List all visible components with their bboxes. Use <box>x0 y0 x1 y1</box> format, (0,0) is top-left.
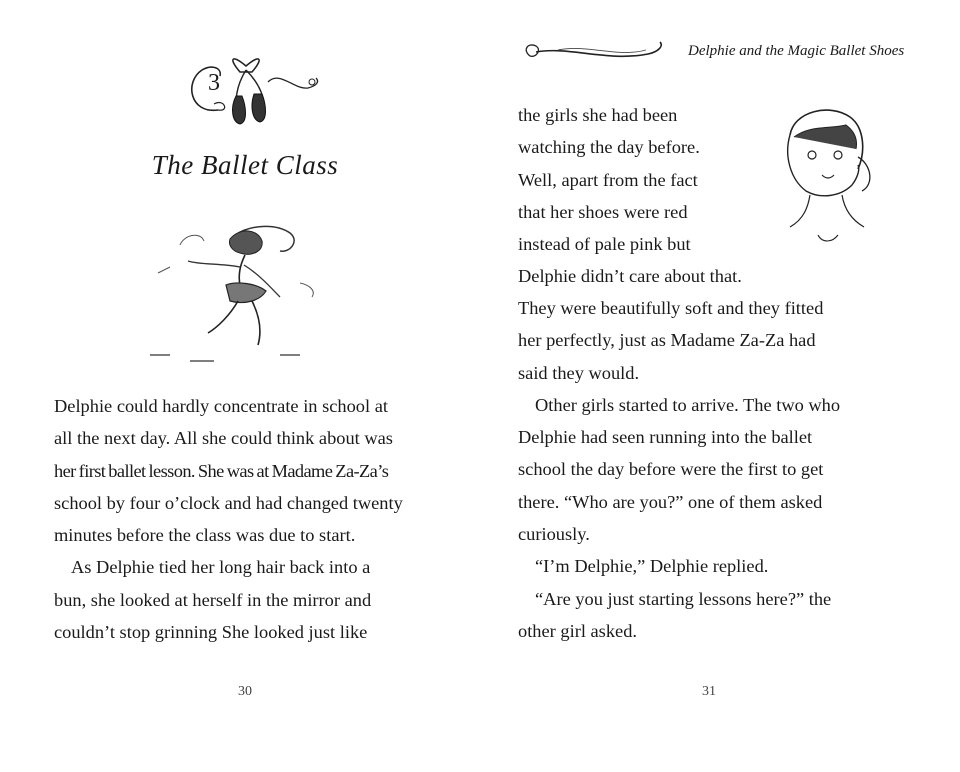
page-number-right: 31 <box>702 684 716 699</box>
dancing-girl-illustration <box>140 205 340 375</box>
text-line: Delphie could hardly concentrate in school at <box>54 396 388 416</box>
chapter-number: 3 <box>208 70 220 96</box>
text-line: her first ballet lesson. She was at Madame Za-Za’s <box>54 460 389 481</box>
text-line: said they would. <box>518 362 640 383</box>
text-line: watching the day before. <box>518 137 700 158</box>
text-line: school the day before were the first to get <box>518 459 824 480</box>
text-line: As Delphie tied her long hair back into a <box>71 557 371 578</box>
text-line: her perfectly, just as Madame Za-Za had <box>518 330 816 351</box>
ballet-shoes-chapter-ornament <box>180 52 330 132</box>
text-line: “Are you just starting lessons here?” the <box>535 588 832 609</box>
text-line: other girl asked. <box>518 620 637 641</box>
text-line: They were beautifully soft and they fitted <box>518 298 824 318</box>
text-line: bun, she looked at herself in the mirror and <box>54 589 372 610</box>
right-wrapped-text <box>518 99 908 293</box>
text-line: there. “Who are you?” one of them asked <box>518 491 823 512</box>
text-line: Delphie had seen running into the ballet <box>518 427 813 448</box>
text-line: minutes before the class was due to start. <box>54 525 356 546</box>
page-number-left: 30 <box>238 684 252 699</box>
text-line: that her shoes were red <box>518 201 688 222</box>
text-line: curiously. <box>518 524 590 545</box>
chapter-title: The Ballet Class <box>151 150 339 180</box>
text-line: “I’m Delphie,” Delphie replied. <box>535 556 769 577</box>
right-body-text <box>518 292 918 647</box>
text-line: school by four o’clock and had changed twenty <box>54 492 403 513</box>
text-line: couldn’t stop grinning She looked just like <box>54 622 368 643</box>
text-line: all the next day. All she could think about was <box>54 428 393 449</box>
text-line: Well, apart from the fact <box>518 169 698 190</box>
left-body-text <box>54 390 439 648</box>
text-line: instead of pale pink but <box>518 234 691 255</box>
running-head-title: Delphie and the Magic Ballet Shoes <box>688 43 905 59</box>
right-page <box>480 0 960 772</box>
text-line: Delphie didn’t care about that. <box>518 266 742 287</box>
swirl-ornament <box>518 36 678 70</box>
text-line: Other girls started to arrive. The two who <box>535 394 841 415</box>
text-line: the girls she had been <box>518 105 678 125</box>
